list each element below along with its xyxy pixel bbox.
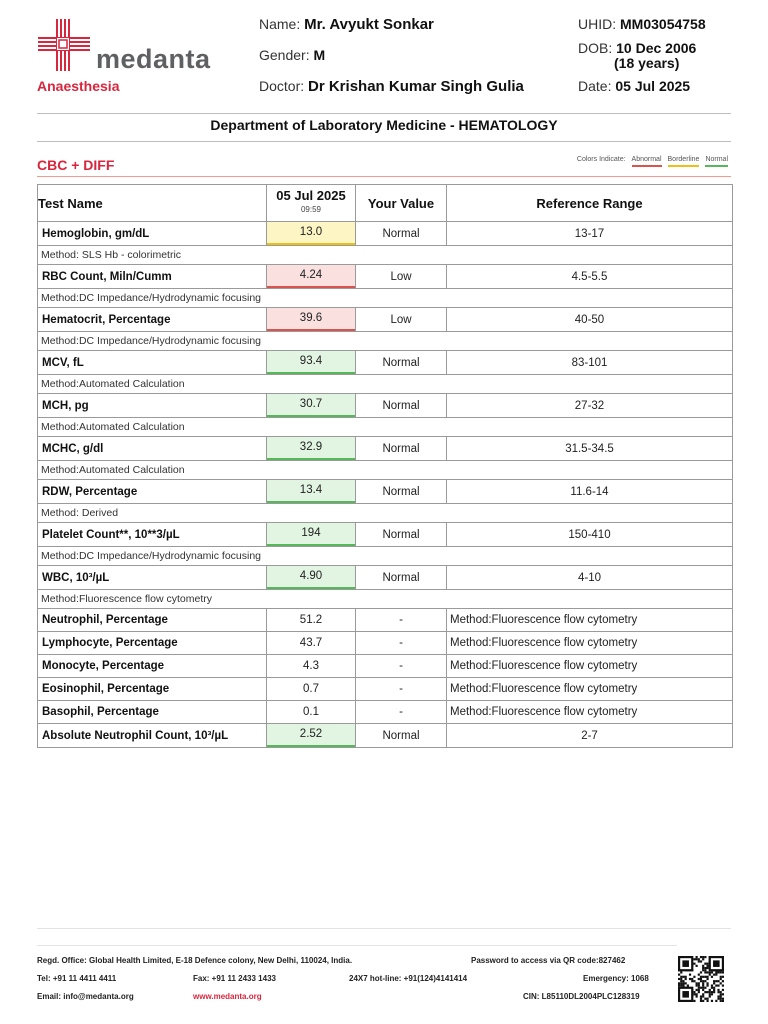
- section-divider: [37, 176, 731, 177]
- result-value-cell: [267, 523, 356, 547]
- reference-range: 2-7: [447, 724, 733, 748]
- method-row: [38, 418, 733, 437]
- reference-range: 27-32: [447, 394, 733, 418]
- result-status: Normal: [356, 437, 447, 461]
- result-value-cell: [267, 394, 356, 418]
- reference-method: Method:Fluorescence flow cytometry: [447, 655, 733, 678]
- test-name: RBC Count, Miln/Cumm: [38, 265, 267, 289]
- footer-fax: Fax: +91 11 2433 1433: [193, 974, 276, 983]
- result-status: Normal: [356, 523, 447, 547]
- test-name: Neutrophil, Percentage: [38, 609, 267, 632]
- test-name: Absolute Neutrophil Count, 10³/µL: [38, 724, 267, 748]
- footer-divider: [37, 928, 731, 929]
- result-value: 194: [267, 523, 355, 546]
- header-test-name: Test Name: [38, 185, 267, 222]
- method-row: [38, 246, 733, 265]
- result-value-cell: [267, 566, 356, 590]
- reference-range: 11.6-14: [447, 480, 733, 504]
- patient-name-line: [259, 16, 434, 33]
- logo-wordmark: medanta: [96, 44, 211, 74]
- color-legend: [577, 156, 728, 167]
- test-name: WBC, 10³/µL: [38, 566, 267, 590]
- reference-method: Method:Fluorescence flow cytometry: [447, 678, 733, 701]
- reference-method: Method:Fluorescence flow cytometry: [447, 609, 733, 632]
- patient-name: Mr. Avyukt Sonkar: [304, 16, 434, 33]
- legend-normal: Normal: [705, 156, 728, 167]
- name-label: Name:: [259, 16, 301, 32]
- test-name: Platelet Count**, 10**3/µL: [38, 523, 267, 547]
- result-status: Normal: [356, 394, 447, 418]
- result-value: 32.9: [267, 437, 355, 460]
- differential-row: [38, 609, 733, 632]
- footer-tel: Tel: +91 11 4411 4411: [37, 974, 117, 983]
- dob-label: DOB:: [578, 40, 613, 56]
- test-name: Hemoglobin, gm/dL: [38, 222, 267, 246]
- result-value: 13.0: [267, 222, 355, 245]
- report-date: 05 Jul 2025: [615, 78, 691, 94]
- test-row: [38, 437, 733, 461]
- differential-row: [38, 678, 733, 701]
- table-header-row: [38, 185, 733, 222]
- test-row: [38, 351, 733, 375]
- result-status: -: [356, 609, 447, 632]
- test-method: Method:DC Impedance/Hydrodynamic focusing: [38, 289, 733, 308]
- test-row: [38, 222, 733, 246]
- dob-value: 10 Dec 2006: [616, 40, 697, 56]
- legend-borderline: Borderline: [668, 156, 700, 167]
- test-name: MCV, fL: [38, 351, 267, 375]
- patient-gender: M: [313, 47, 326, 63]
- footer-website[interactable]: www.medanta.org: [193, 992, 262, 1001]
- result-value-cell: [267, 437, 356, 461]
- method-row: [38, 375, 733, 394]
- result-value: 30.7: [267, 394, 355, 417]
- test-name: Eosinophil, Percentage: [38, 678, 267, 701]
- result-value: 43.7: [267, 632, 356, 655]
- test-row: [38, 566, 733, 590]
- footer-email: Email: info@medanta.org: [37, 992, 134, 1001]
- reference-range: 4-10: [447, 566, 733, 590]
- method-row: [38, 504, 733, 523]
- result-value-cell: [267, 265, 356, 289]
- result-status: Normal: [356, 222, 447, 246]
- test-row: [38, 265, 733, 289]
- header-divider: [37, 113, 731, 114]
- result-status: Normal: [356, 480, 447, 504]
- result-status: Normal: [356, 351, 447, 375]
- test-method: Method:DC Impedance/Hydrodynamic focusing: [38, 332, 733, 351]
- result-value: 13.4: [267, 480, 355, 503]
- result-value: 39.6: [267, 308, 355, 331]
- result-value-cell: [267, 351, 356, 375]
- result-status: -: [356, 632, 447, 655]
- test-name: Hematocrit, Percentage: [38, 308, 267, 332]
- footer-emergency: Emergency: 1068: [583, 974, 649, 983]
- test-method: Method:Automated Calculation: [38, 418, 733, 437]
- result-value: 93.4: [267, 351, 355, 374]
- age-value: (18 years): [614, 55, 680, 71]
- doctor-name: Dr Krishan Kumar Singh Gulia: [308, 78, 524, 95]
- differential-row: [38, 701, 733, 724]
- test-row: [38, 523, 733, 547]
- test-name: MCH, pg: [38, 394, 267, 418]
- date-label: Date:: [578, 78, 612, 94]
- uhid-value: MM03054758: [620, 16, 706, 32]
- result-value: 4.90: [267, 566, 355, 589]
- test-name: Lymphocyte, Percentage: [38, 632, 267, 655]
- test-method: Method: SLS Hb - colorimetric: [38, 246, 733, 265]
- footer-password: Password to access via QR code:827462: [471, 956, 626, 965]
- result-value-cell: [267, 222, 356, 246]
- section-title: CBC + DIFF: [37, 157, 115, 173]
- header-date-value: 05 Jul 2025: [276, 188, 346, 203]
- result-value: 2.52: [267, 724, 355, 747]
- result-value-cell: [267, 480, 356, 504]
- results-table: [37, 184, 733, 748]
- test-row: [38, 308, 733, 332]
- result-value-cell: [267, 308, 356, 332]
- result-status: -: [356, 678, 447, 701]
- age-line: [614, 55, 679, 71]
- result-value: 4.24: [267, 265, 355, 288]
- dob-line: [578, 40, 696, 56]
- reference-method: Method:Fluorescence flow cytometry: [447, 632, 733, 655]
- test-method: Method: Derived: [38, 504, 733, 523]
- footer-cin: CIN: L85110DL2004PLC128319: [523, 992, 640, 1001]
- header-date: [267, 185, 356, 222]
- department-name: Anaesthesia: [37, 78, 120, 94]
- lab-department-title: Department of Laboratory Medicine - HEMATOLOGY: [210, 117, 558, 133]
- method-row: [38, 547, 733, 566]
- test-method: Method:DC Impedance/Hydrodynamic focusing: [38, 547, 733, 566]
- test-method: Method:Fluorescence flow cytometry: [38, 590, 733, 609]
- result-status: -: [356, 655, 447, 678]
- legend-label: Colors Indicate:: [576, 156, 626, 163]
- gender-line: [259, 47, 325, 63]
- anc-row: [38, 724, 733, 748]
- method-row: [38, 332, 733, 351]
- result-value-cell: [267, 724, 356, 748]
- footer-hotline: 24X7 hot-line: +91(124)4141414: [349, 974, 468, 983]
- medanta-cross-icon: [36, 17, 92, 73]
- medanta-logo: [36, 17, 221, 73]
- gender-label: Gender:: [259, 47, 310, 63]
- result-status: Normal: [356, 724, 447, 748]
- report-date-line: [578, 78, 690, 94]
- uhid-label: UHID:: [578, 16, 617, 32]
- test-row: [38, 394, 733, 418]
- result-value: 4.3: [267, 655, 356, 678]
- differential-row: [38, 632, 733, 655]
- reference-range: 40-50: [447, 308, 733, 332]
- test-row: [38, 480, 733, 504]
- legend-abnormal: Abnormal: [632, 156, 662, 167]
- result-status: Low: [356, 265, 447, 289]
- title-divider: [37, 141, 731, 142]
- test-method: Method:Automated Calculation: [38, 375, 733, 394]
- result-value: 0.1: [267, 701, 356, 724]
- reference-method: Method:Fluorescence flow cytometry: [447, 701, 733, 724]
- test-name: MCHC, g/dl: [38, 437, 267, 461]
- test-name: RDW, Percentage: [38, 480, 267, 504]
- footer-divider-2: [37, 945, 677, 946]
- uhid-line: [578, 16, 706, 32]
- differential-row: [38, 655, 733, 678]
- doctor-line: [259, 78, 524, 95]
- method-row: [38, 289, 733, 308]
- reference-range: 4.5-5.5: [447, 265, 733, 289]
- header-reference-range: Reference Range: [447, 185, 733, 222]
- header-your-value: Your Value: [356, 185, 447, 222]
- reference-range: 31.5-34.5: [447, 437, 733, 461]
- reference-range: 83-101: [447, 351, 733, 375]
- header-time: 09:59: [300, 205, 322, 214]
- result-status: -: [356, 701, 447, 724]
- test-method: Method:Automated Calculation: [38, 461, 733, 480]
- reference-range: 13-17: [447, 222, 733, 246]
- result-value: 51.2: [267, 609, 356, 632]
- method-row: [38, 461, 733, 480]
- result-value: 0.7: [267, 678, 356, 701]
- doctor-label: Doctor:: [259, 78, 305, 94]
- test-name: Monocyte, Percentage: [38, 655, 267, 678]
- result-status: Normal: [356, 566, 447, 590]
- test-name: Basophil, Percentage: [38, 701, 267, 724]
- qr-code-icon[interactable]: [678, 956, 724, 1002]
- method-row: [38, 590, 733, 609]
- footer-office: Regd. Office: Global Health Limited, E-18 Defence colony, New Delhi, 110024, India.: [37, 956, 353, 965]
- result-status: Low: [356, 308, 447, 332]
- reference-range: 150-410: [447, 523, 733, 547]
